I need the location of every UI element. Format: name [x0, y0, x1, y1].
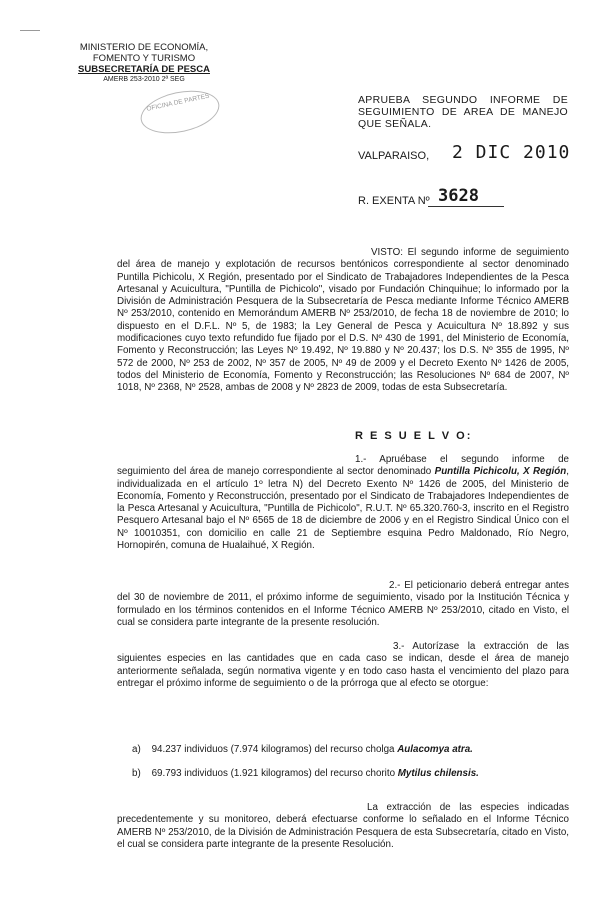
exenta-underline [428, 206, 504, 207]
scan-mark [20, 30, 40, 31]
closing-paragraph: La extracción de las especies indicadas precedentemente y su monitoreo, deberá efectuarse conforme lo señalado en el Informe Técnico AMERB Nº 253/2010, de la División de Administración Pesquera de esta Subsecretaría, citado en Visto, el cual se considera parte integrante de la presente Resolución. [117, 802, 569, 850]
handwritten-date: 2 DIC 2010 [452, 142, 571, 163]
article-2: 2.- El peticionario deberá entregar antes del 30 de noviembre de 2011, el próximo informe de seguimiento, visado por la Institución Técnica y formulado en los términos contenidos en el Informe Técnico AMERB Nº 253/2010, citado en Visto, el cual se considera parte integrante de la presente resolución. [117, 580, 569, 628]
exenta-number: 3628 [438, 186, 479, 206]
list-item [132, 744, 473, 756]
resuelvo-heading: R E S U E L V O: [355, 430, 473, 442]
visto-paragraph: VISTO: El segundo informe de seguimiento del área de manejo y explotación de recursos bentónicos correspondiente al sector denominado Puntilla Pichicolu, X Región, presentado por el Sindicato de Trabajadores Independientes de la Pesca Artesanal y Acuicultura, "Puntilla de Pichicolo", visado por Fundación Chinquihue; lo informado por la División de Administración Pesquera de la Subsecretaría de Pesca mediante Informe Técnico AMERB Nº 253/2010, contenido en Memorándum AMERB Nº 253/2010, de fecha 18 de noviembre de 2010; lo dispuesto en el D.F.L. Nº 5, de 1983; la Ley General de Pesca y Acuicultura Nº 18.892 y sus modificaciones cuyo texto refundido fue fijado por el D.S. Nº 430 de 1991, del Ministerio de Economía, Fomento y Reconstrucción; las Leyes Nº 19.492, Nº 19.880 y Nº 20.437; los D.S. Nº 355 de 1995, Nº 572 de 2000, Nº 253 de 2002, Nº 357 de 2005, Nº 49 de 2009 y el Decreto Exento Nº 1426 de 2005, todos del Ministerio de Economía, Fomento y Reconstrucción; las Resoluciones Nº 684 de 2007, Nº 1018, Nº 2368, Nº 2528, ambas de 2008 y Nº 2823 de 2009, todas de esta Subsecretaría. [117, 247, 569, 394]
item-text: 94.237 individuos (7.974 kilogramos) del recurso cholga [151, 744, 398, 755]
area-name: Puntilla Pichicolu, X Región [434, 466, 567, 478]
office-stamp [137, 84, 224, 140]
list-item [132, 768, 479, 780]
file-reference: AMERB 253-2010 2ª SEG [103, 76, 185, 83]
letterhead [54, 42, 234, 84]
stamp-text: OFICINA DE PARTES [145, 92, 211, 113]
ministry-name: MINISTERIO DE ECONOMÍA, [79, 42, 209, 53]
article-3: 3.- Autorízase la extracción de las siguientes especies en las cantidades que en cada caso se indican, desde el área de manejo anteriormente señalada, según normativa vigente y en todo caso hasta el vencimiento del plazo para entregar el próximo informe de seguimiento o de la prórroga que al efecto se otorgue: [117, 641, 569, 689]
exenta-label: R. EXENTA Nº [358, 195, 430, 207]
species-name: Aulacomya atra. [397, 744, 473, 755]
article-1-start: 1.- Apruébase el segundo informe de seguimiento del área de manejo correspondiente al sector denominado [117, 454, 569, 478]
item-label: b) [132, 768, 141, 779]
species-name: Mytilus chilensis. [397, 768, 479, 779]
item-text: 69.793 individuos (1.921 kilogramos) del recurso chorito [151, 768, 398, 779]
ministry-name-2: FOMENTO Y TURISMO [92, 53, 196, 64]
place-label: VALPARAISO, [358, 150, 430, 162]
item-label: a) [132, 744, 141, 755]
article-1 [117, 454, 569, 552]
document-subject: APRUEBA SEGUNDO INFORME DE SEGUIMIENTO DE AREA DE MANEJO QUE SEÑALA. [358, 94, 568, 130]
subsecretary-name: SUBSECRETARÍA DE PESCA [78, 64, 210, 75]
article-1-end: , individualizada en el artículo 1º letra N) del Decreto Exento Nº 1426 de 2005, del Ministerio de Economía, Fomento y Reconstrucción, presentado por el Sindicato de Trabajadores Independientes de la Pesca Artesanal y Acuicultura, "Puntilla de Pichicolo", R.U.T. Nº 65.320.760-3, inscrito en el Registro Pesquero Artesanal bajo el Nº 6565 de 18 de diciembre de 2006 y en el Registro Sindical Único con el Nº 10010351, con domicilio en calle 21 de Septiembre esquina Pedro Maldonado, Río Negro, Hornopirén, comuna de Hualaihué, X Región. [117, 466, 569, 552]
